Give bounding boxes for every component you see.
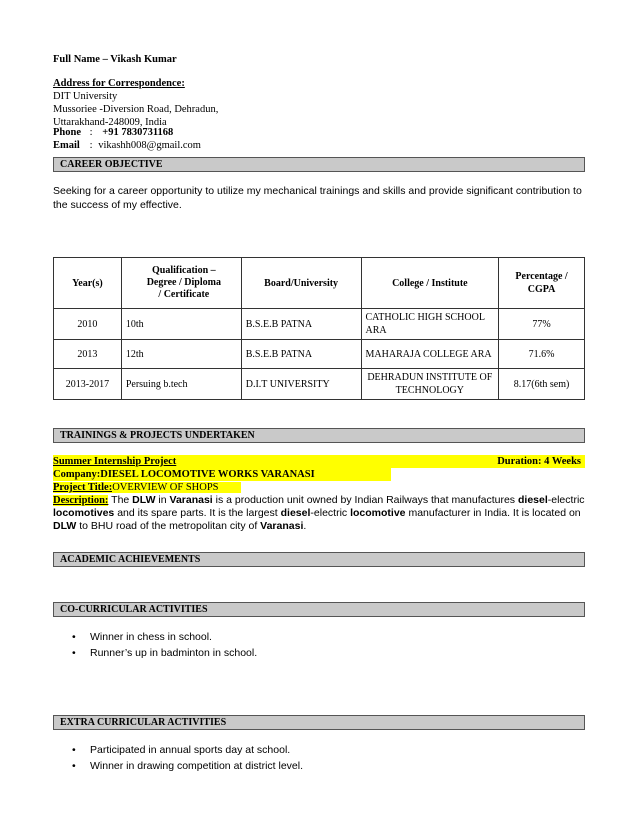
cell-qualification: Persuing b.tech	[121, 369, 241, 400]
cell-college: CATHOLIC HIGH SCHOOL ARA	[361, 309, 499, 340]
description-segment: to BHU road of the metropolitan city of	[76, 520, 261, 532]
cell-score: 8.17(6th sem)	[499, 369, 585, 400]
table-header-row	[54, 258, 585, 309]
list-item: • Winner in chess in school.	[70, 629, 257, 645]
phone-value: +91 7830731168	[102, 127, 174, 138]
education-table	[53, 257, 585, 400]
table-row	[54, 309, 585, 340]
address-line: DIT University	[53, 91, 118, 102]
description-segment: .	[303, 520, 307, 532]
description-segment: locomotives	[53, 507, 115, 519]
phone-label: Phone	[53, 127, 82, 138]
cell-score: 71.6%	[499, 340, 585, 369]
address-line: Mussoriee -Diversion Road, Dehradun,	[53, 104, 219, 115]
cell-score: 77%	[499, 309, 585, 340]
project-description	[53, 494, 585, 533]
list-item: • Participated in annual sports day at school.	[70, 742, 303, 758]
co-curricular-list	[70, 629, 257, 661]
cell-year: 2010	[54, 309, 122, 340]
description-segment: Varanasi	[260, 520, 304, 532]
email-label: Email	[53, 140, 80, 151]
list-item: • Winner in drawing competition at district level.	[70, 758, 303, 774]
description-segment: The	[108, 494, 133, 506]
internship-duration: Duration: 4 Weeks	[497, 456, 581, 467]
cell-board: D.I.T UNIVERSITY	[241, 369, 361, 400]
phone-sep: :	[89, 127, 93, 138]
description-segment: and its spare parts. It is the largest	[114, 507, 281, 519]
career-objective-text: Seeking for a career opportunity to utilize my mechanical trainings and skills and provide significant contribution to the success of my effective.	[53, 185, 582, 211]
trainings-heading: TRAININGS & PROJECTS UNDERTAKEN	[53, 428, 585, 443]
cell-year: 2013	[54, 340, 122, 369]
description-segment: Varanasi	[169, 494, 213, 506]
email-value[interactable]: vikashh008@gmail.com	[98, 140, 201, 151]
cell-board: B.S.E.B PATNA	[241, 309, 361, 340]
career-objective-heading: CAREER OBJECTIVE	[53, 157, 585, 172]
col-header-board: Board/University	[241, 258, 361, 309]
table-row	[54, 340, 585, 369]
col-header-score	[499, 258, 585, 309]
cell-qualification: 12th	[121, 340, 241, 369]
description-segment: diesel	[280, 507, 311, 519]
description-segment: in	[155, 494, 170, 506]
full-name: Full Name – Vikash Kumar	[53, 54, 177, 65]
col-header-year: Year(s)	[54, 258, 122, 309]
description-segment: manufacturer in India. It is located on	[405, 507, 581, 519]
cell-college: DEHRADUN INSTITUTE OF TECHNOLOGY	[361, 369, 499, 400]
cell-college: MAHARAJA COLLEGE ARA	[361, 340, 499, 369]
description-body	[53, 494, 585, 532]
cell-qualification: 10th	[121, 309, 241, 340]
description-segment: locomotive	[350, 507, 406, 519]
project-title-label: Project Title:	[53, 482, 113, 493]
description-segment: is a production unit owned by Indian Railways that manufactures	[212, 494, 518, 506]
description-segment: -electric	[547, 494, 585, 506]
description-segment: diesel	[517, 494, 548, 506]
phone-row	[53, 126, 173, 139]
email-row	[53, 139, 201, 152]
internship-title: Summer Internship Project	[53, 456, 177, 467]
description-segment: DLW	[132, 494, 156, 506]
extra-curricular-list	[70, 742, 303, 774]
col-header-qualification-label: Qualification – Degree / Diploma / Certificate	[146, 265, 221, 300]
address-heading: Address for Correspondence:	[53, 78, 185, 89]
description-label: Description:	[53, 495, 109, 506]
table-row	[54, 369, 585, 400]
academic-achievements-heading: ACADEMIC ACHIEVEMENTS	[53, 552, 585, 567]
col-header-qualification	[121, 258, 241, 309]
extra-curricular-heading: EXTRA CURRICULAR ACTIVITIES	[53, 715, 585, 730]
description-segment: DLW	[53, 520, 77, 532]
email-sep: :	[89, 140, 93, 151]
description-segment: -electric	[310, 507, 351, 519]
project-title-row	[53, 481, 241, 494]
cell-year: 2013-2017	[54, 369, 122, 400]
address-line: Uttarakhand-248009, India	[53, 117, 167, 128]
co-curricular-heading: CO-CURRICULAR ACTIVITIES	[53, 602, 585, 617]
col-header-college: College / Institute	[361, 258, 499, 309]
internship-row	[53, 455, 585, 468]
company-line: Company:DIESEL LOCOMOTIVE WORKS VARANASI	[53, 468, 391, 481]
list-item: • Runner’s up in badminton in school.	[70, 645, 257, 661]
address-block	[53, 90, 218, 129]
col-header-score-label: Percentage / CGPA	[515, 271, 568, 295]
cell-board: B.S.E.B PATNA	[241, 340, 361, 369]
project-title-value: OVERVIEW OF SHOPS	[112, 482, 240, 493]
